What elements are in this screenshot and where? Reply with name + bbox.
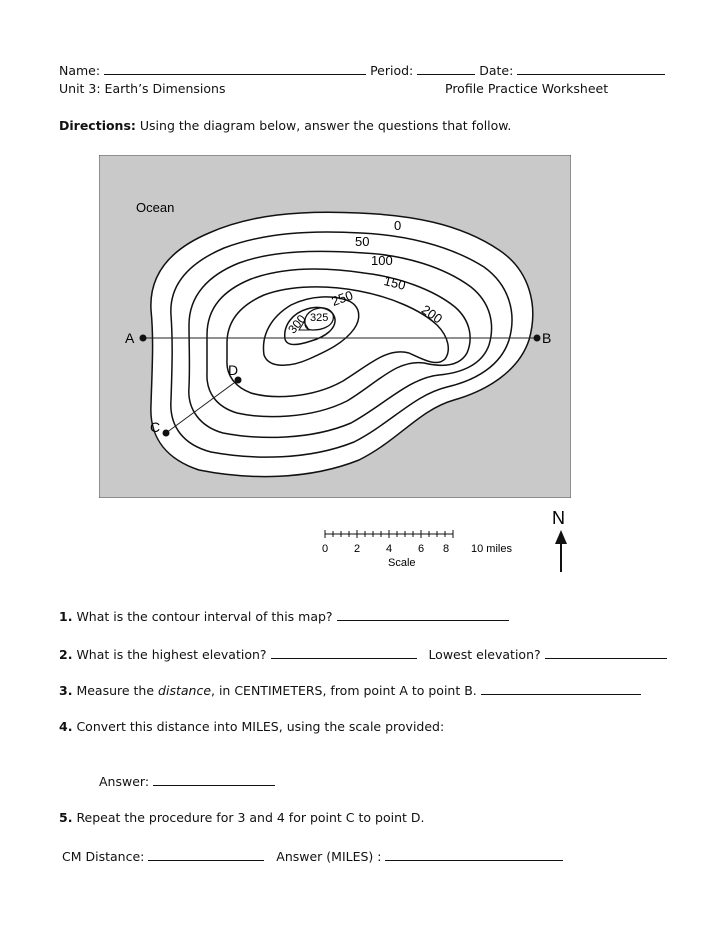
name-label: Name: xyxy=(59,63,101,78)
north-arrow-head xyxy=(555,530,567,544)
contour-label-250: 250 xyxy=(329,287,355,309)
topographic-map xyxy=(99,155,571,498)
question-3 xyxy=(59,682,641,698)
question-1-text: What is the contour interval of this map? xyxy=(76,609,333,624)
scale-tick-6: 6 xyxy=(418,543,425,555)
scale-tick-2: 2 xyxy=(354,543,361,555)
miles-answer-label: Answer (MILES) : xyxy=(276,849,382,864)
worksheet-title: Profile Practice Worksheet xyxy=(445,81,609,96)
contour-label-325: 325 xyxy=(310,312,329,324)
point-d-label: D xyxy=(228,362,239,378)
point-c-marker xyxy=(163,430,170,437)
answer-label: Answer: xyxy=(99,774,150,789)
question-1 xyxy=(59,608,509,624)
question-4-text: Convert this distance into MILES, using the scale provided: xyxy=(76,719,445,734)
question-3-italic-word: distance xyxy=(158,683,212,698)
cm-distance-field[interactable] xyxy=(148,848,264,861)
scale-tick-0: 0 xyxy=(322,543,329,555)
north-arrow-icon xyxy=(548,508,574,574)
unit-title: Unit 3: Earth’s Dimensions xyxy=(59,81,226,96)
scale-tick-10-miles: 10 miles xyxy=(471,543,512,555)
directions-label: Directions: xyxy=(59,118,136,133)
cm-distance-label: CM Distance: xyxy=(62,849,145,864)
point-c-label: C xyxy=(150,419,161,435)
question-1-number: 1. xyxy=(59,609,73,624)
name-line xyxy=(59,62,665,78)
contour-label-100: 100 xyxy=(371,253,393,268)
point-b-label: B xyxy=(542,330,552,346)
question-2-text-b: Lowest elevation? xyxy=(428,647,541,662)
contour-label-150: 150 xyxy=(382,273,408,293)
question-5-answers xyxy=(62,848,563,864)
highest-elevation-field[interactable] xyxy=(271,646,417,659)
date-label: Date: xyxy=(479,63,514,78)
question-2-text: What is the highest elevation? xyxy=(76,647,267,662)
miles-answer-field[interactable] xyxy=(385,848,563,861)
question-3-text-b: , in CENTIMETERS, from point A to point B. xyxy=(211,683,477,698)
question-2-number: 2. xyxy=(59,647,73,662)
period-label: Period: xyxy=(370,63,414,78)
period-field[interactable] xyxy=(417,62,475,75)
question-3-number: 3. xyxy=(59,683,73,698)
question-3-answer-field[interactable] xyxy=(481,682,641,695)
contour-label-50: 50 xyxy=(355,234,370,249)
contour-label-0: 0 xyxy=(394,218,402,233)
question-5-text: Repeat the procedure for 3 and 4 for point C to point D. xyxy=(76,810,425,825)
question-2 xyxy=(59,646,667,662)
scale-label: Scale xyxy=(388,557,416,569)
point-a-marker xyxy=(140,335,147,342)
contour-label-300: 300 xyxy=(285,311,309,337)
question-4-number: 4. xyxy=(59,719,73,734)
directions xyxy=(59,118,511,133)
map-scale xyxy=(318,528,518,572)
lowest-elevation-field[interactable] xyxy=(545,646,667,659)
contour-label-200: 200 xyxy=(418,301,446,327)
question-4-answer xyxy=(99,773,275,789)
directions-text: Using the diagram below, answer the questions that follow. xyxy=(139,118,512,133)
scale-tick-4: 4 xyxy=(386,543,393,555)
date-field[interactable] xyxy=(517,62,665,75)
point-b-marker xyxy=(534,335,541,342)
question-4-answer-field[interactable] xyxy=(153,773,275,786)
question-5 xyxy=(59,810,424,825)
scale-tick-8: 8 xyxy=(443,543,450,555)
question-3-text-a: Measure the xyxy=(76,683,155,698)
point-a-label: A xyxy=(125,330,135,346)
north-label: N xyxy=(552,508,565,528)
name-field[interactable] xyxy=(104,62,366,75)
question-5-number: 5. xyxy=(59,810,73,825)
question-4 xyxy=(59,719,444,734)
ocean-label: Ocean xyxy=(136,200,175,215)
question-1-answer-field[interactable] xyxy=(337,608,509,621)
